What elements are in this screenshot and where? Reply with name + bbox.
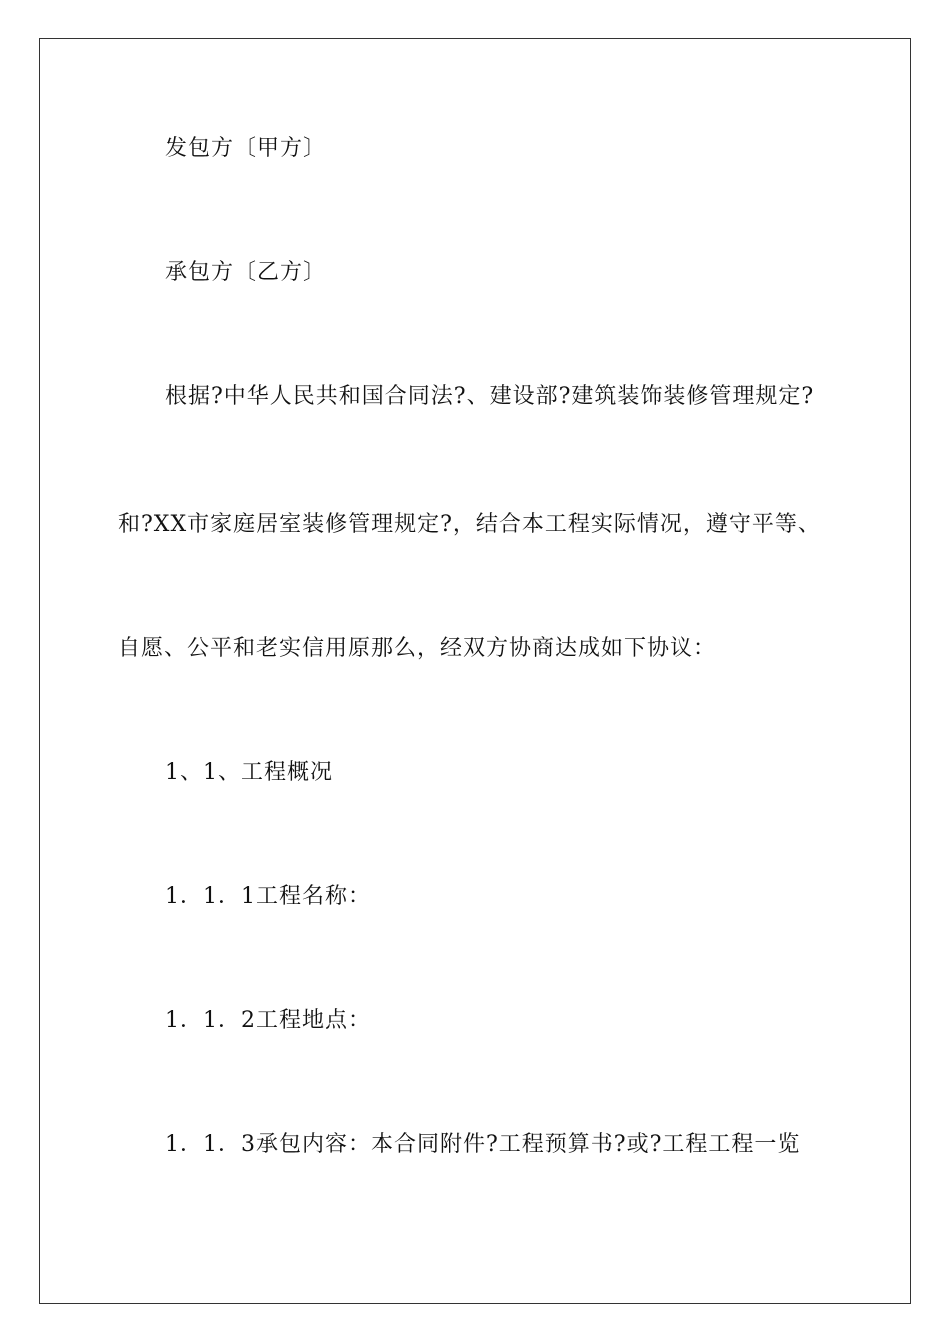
party-b-label: 承包方〔乙方〕 xyxy=(165,260,327,285)
preamble-line-2: 和?XX市家庭居室装修管理规定?，结合本工程实际情况，遵守平等、 xyxy=(118,512,821,537)
preamble-line-3: 自愿、公平和老实信用原那么，经双方协商达成如下协议： xyxy=(118,636,717,661)
party-a-label: 发包方〔甲方〕 xyxy=(165,136,327,161)
preamble-line-1: 根据?中华人民共和国合同法?、建设部?建筑装饰装修管理规定? xyxy=(165,384,815,409)
page-border xyxy=(39,38,911,1304)
section-heading-project-overview: 1、1、工程概况 xyxy=(165,760,333,785)
clause-project-location: 1．1．2工程地点： xyxy=(165,1008,371,1033)
clause-project-name: 1．1．1工程名称： xyxy=(165,884,371,909)
clause-contract-scope: 1．1．3承包内容：本合同附件?工程预算书?或?工程工程一览 xyxy=(165,1132,801,1157)
